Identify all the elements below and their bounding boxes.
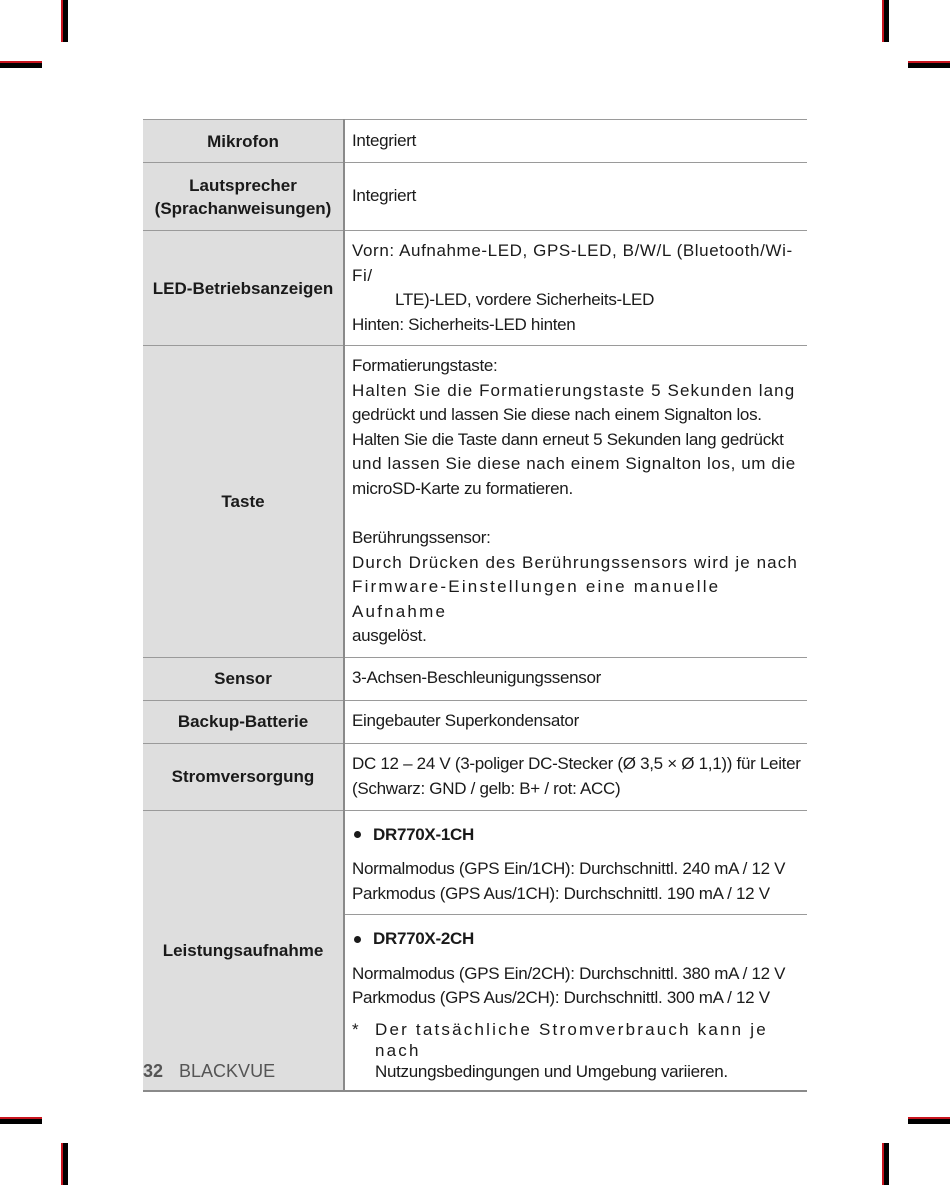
bullet-icon: [354, 831, 361, 838]
row-label: [143, 163, 344, 231]
value-line: Halten Sie die Formatierungstaste 5 Sekunden lang: [352, 380, 796, 400]
value-line: Formatierungstaste:: [352, 356, 498, 375]
value-line: Hinten: Sicherheits-LED hinten: [352, 314, 576, 334]
value-line: ausgelöst.: [352, 626, 427, 645]
row-value: Eingebauter Superkondensator: [344, 700, 807, 743]
value-line: Parkmodus (GPS Aus/1CH): Durchschnittl. 190 mA / 12 V: [352, 883, 770, 903]
model-block: [345, 914, 807, 1090]
bullet-icon: [354, 936, 361, 943]
table-row: [143, 120, 807, 163]
table-row: [143, 810, 807, 1091]
spec-table: [143, 119, 807, 1092]
value-line: Nutzungsbedingungen und Umgebung variieren.: [375, 1061, 728, 1081]
row-value: [344, 346, 807, 658]
crop-mark: [61, 1143, 68, 1185]
value-line: Der tatsächliche Stromverbrauch kann je nach: [375, 1019, 768, 1060]
row-label-line: (Sprachanweisungen): [154, 198, 332, 218]
value-line: LTE)-LED, vordere Sicherheits-LED: [395, 290, 655, 309]
row-label: Sensor: [143, 657, 344, 700]
crop-mark: [61, 0, 68, 42]
value-line: Durch Drücken des Berührungssensors wird je nach: [352, 552, 798, 572]
model-name: DR770X-2CH: [373, 929, 474, 948]
footnote: [352, 1019, 801, 1082]
table-row: [143, 231, 807, 346]
value-line: Normalmodus (GPS Ein/1CH): Durchschnittl. 240 mA / 12 V: [352, 859, 786, 878]
value-line: und lassen Sie diese nach einem Signalton los, um die: [352, 454, 796, 473]
row-label: Backup-Batterie: [143, 700, 344, 743]
model-block: [345, 811, 807, 915]
value-line: Firmware-Einstellungen eine manuelle Aufnahme: [352, 577, 721, 621]
row-label: Leistungsaufnahme: [143, 810, 344, 1091]
page-number: 32: [143, 1061, 164, 1081]
spacer: [352, 501, 801, 526]
table-row: [143, 163, 807, 231]
value-line: Vorn: Aufnahme-LED, GPS-LED, B/W/L (Bluetooth/Wi-Fi/: [352, 241, 793, 285]
row-label-line: Lautsprecher: [189, 175, 297, 195]
table-row: [143, 700, 807, 743]
model-heading: [352, 927, 801, 952]
crop-mark: [882, 1143, 889, 1185]
table-row: [143, 743, 807, 810]
row-value: Integriert: [344, 120, 807, 163]
page-footer: [143, 1061, 275, 1082]
value-line: (Schwarz: GND / gelb: B+ / rot: ACC): [352, 778, 621, 798]
value-line: microSD-Karte zu formatieren.: [352, 478, 573, 498]
row-label: Taste: [143, 346, 344, 658]
value-line: DC 12 – 24 V (3-poliger DC-Stecker (Ø 3,5 × Ø 1,1)) für Leiter: [352, 754, 801, 773]
crop-mark: [0, 1117, 42, 1124]
table-row: [143, 346, 807, 658]
row-value: 3-Achsen-Beschleunigungssensor: [344, 657, 807, 700]
value-line: Halten Sie die Taste dann erneut 5 Sekunden lang gedrückt: [352, 429, 784, 449]
model-heading: [352, 823, 801, 848]
crop-mark: [0, 61, 42, 68]
value-line: gedrückt und lassen Sie diese nach einem Signalton los.: [352, 405, 762, 424]
crop-mark: [908, 1117, 950, 1124]
crop-mark: [882, 0, 889, 42]
model-name: DR770X-1CH: [373, 824, 474, 844]
row-label: Stromversorgung: [143, 743, 344, 810]
row-label: Mikrofon: [143, 120, 344, 163]
row-value: [344, 231, 807, 346]
row-value: [344, 743, 807, 810]
value-line: Parkmodus (GPS Aus/2CH): Durchschnittl. 300 mA / 12 V: [352, 988, 770, 1007]
footnote-marker: *: [352, 1019, 359, 1039]
row-value: [344, 810, 807, 1091]
value-line: Normalmodus (GPS Ein/2CH): Durchschnittl. 380 mA / 12 V: [352, 963, 786, 983]
crop-mark: [908, 61, 950, 68]
row-label: LED-Betriebsanzeigen: [143, 231, 344, 346]
brand-name: BLACKVUE: [179, 1061, 276, 1081]
row-value: Integriert: [344, 163, 807, 231]
footnote-text: [375, 1019, 801, 1082]
table-row: [143, 657, 807, 700]
value-line: Berührungssensor:: [352, 528, 491, 547]
